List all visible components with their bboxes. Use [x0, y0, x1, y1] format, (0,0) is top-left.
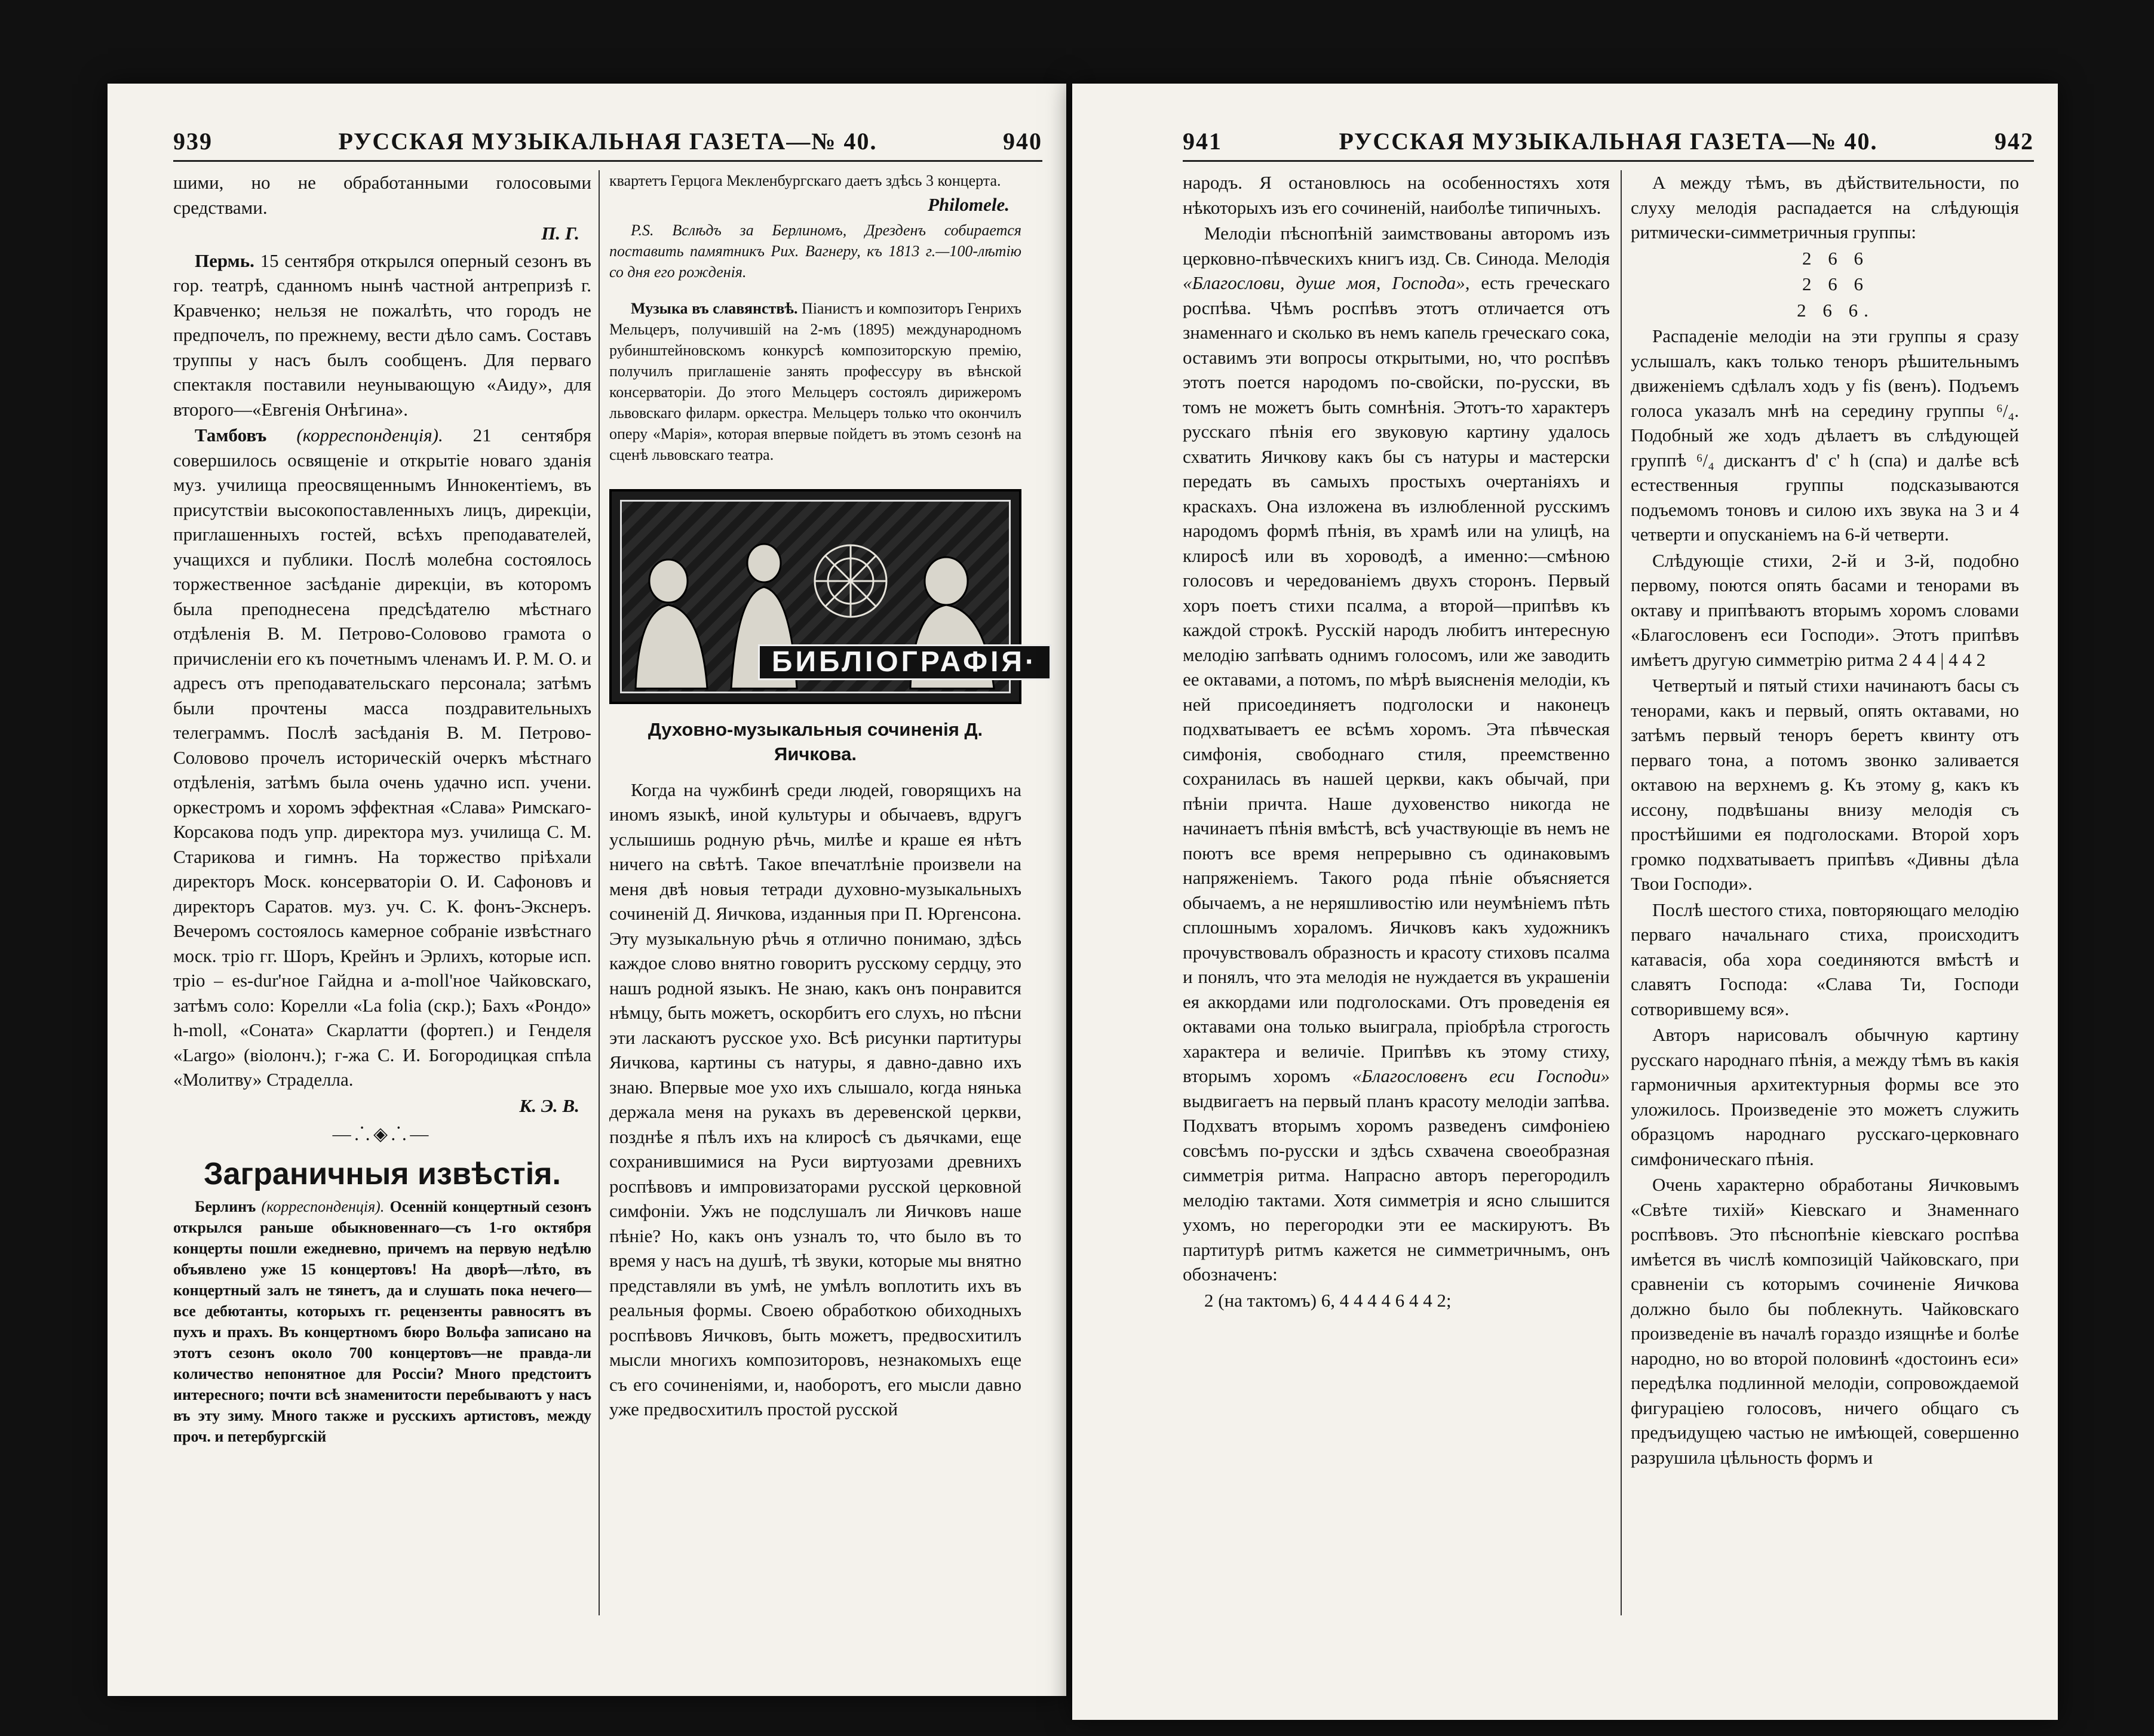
city-name: Пермь.	[195, 250, 254, 271]
left-page	[108, 84, 1066, 1696]
postscript: P.S. Вслѣдъ за Берлиномъ, Дрезденъ собирается поставить памятникъ Рих. Вагнеру, къ 1813 г.—100-лѣтію со дня его рожденія.	[609, 221, 1021, 281]
column-rule	[599, 170, 600, 1615]
article-paragraph: Авторъ нарисовалъ обычную картину русскаго народнаго пѣнія, а между тѣмъ въ какія гармоничныя архитектурныя формы все это уложилось. Произведеніе это можетъ служить образцомъ народнаго русскаго-церковнаго симфоническаго пѣнія.	[1631, 1024, 2019, 1169]
article-paragraph: А между тѣмъ, въ дѣйствительности, по слуху мелодія распадается на слѣдующія ритмически-симметричныя группы:	[1631, 172, 2019, 242]
newspaper-title: РУССКАЯ МУЗЫКАЛЬНАЯ ГАЗЕТА—№ 40.	[1339, 128, 1878, 155]
left-column-b	[609, 170, 1038, 1423]
signature: Philomele.	[928, 194, 1010, 215]
article-paragraph: народъ. Я остановлюсь на особенностяхъ хотя нѣкоторыхъ изъ его сочиненій, наиболѣе типичныхъ.	[1183, 172, 1610, 218]
article-paragraph	[1183, 221, 1610, 1287]
chant-title: «Благослови, душе моя, Господа»,	[1183, 272, 1470, 293]
report-note: (корреспонденція).	[261, 1198, 385, 1215]
text-paragraph: квартетъ Герцога Мекленбургскаго даетъ здѣсь 3 концерта.	[609, 172, 1001, 189]
banner-title: БИБЛІОГРАФІЯ·	[758, 644, 1051, 680]
page-number-940: 940	[1003, 128, 1042, 155]
city-name: Тамбовъ	[195, 425, 267, 445]
paragraph-text: Мелодіи пѣснопѣній заимствованы авторомъ изъ церковно-пѣвческихъ книгъ изд. Св. Синода. Мелодія	[1183, 223, 1610, 269]
column-rule	[1621, 170, 1622, 1615]
rhythm-group: 2 6 6.	[1797, 299, 1874, 321]
right-page-header	[1183, 118, 2034, 162]
page-number-942: 942	[1995, 128, 2034, 155]
section-heading: Заграничныя извѣстія.	[204, 1156, 561, 1191]
article-title: Духовно-музыкальныя сочиненія Д. Яичкова.	[648, 718, 983, 764]
article-paragraph: Слѣдующіе стихи, 2-й и 3-й, подобно первому, поются опять басами и тенорами въ октаву и припѣваютъ вторымъ хоромъ словами «Благословенъ еси Господи». Этотъ припѣвъ имѣетъ другую симметрію ритма 2 4 4 | 4 4 2	[1631, 549, 2019, 670]
signature: П. Г.	[541, 223, 579, 244]
paragraph-text: выдвигаетъ на первый планъ красоту мелодіи запѣва. Подхватъ вторымъ хоромъ разведенъ симфоніею совсѣмъ по-русски и здѣсь схвачена своеобразная симметрія ритма. Напрасно авторъ перегородилъ мелодію тактами. Хотя симметрія и ясно слышится ухомъ, но перегородки эти ее маскируютъ. Въ партитурѣ ритмъ кажется не симметричнымъ, онъ обозначенъ:	[1183, 1090, 1610, 1285]
tambov-report	[173, 423, 591, 1092]
signature: К. Э. В.	[519, 1095, 579, 1116]
slavic-music-report	[609, 298, 1021, 465]
ornament-divider: —⸫◈⸫—	[332, 1123, 432, 1144]
berlin-report	[173, 1196, 591, 1447]
article-paragraph: Когда на чужбинѣ среди людей, говорящихъ на иномъ языкѣ, иной культуры и обычаевъ, вдругъ услышишь родную рѣчь, милѣе и краше ея нѣтъ ничего на свѣтѣ. Такое впечатлѣніе произвели на меня двѣ новыя тетради духовно-музыкальныхъ сочиненій Д. Яичкова, изданныя при П. Юргенсона. Эту музыкальную рѣчь я отлично понимаю, здѣсь каждое слово внятно говоритъ русскому сердцу, это нашъ родной языкъ. Не знаю, какъ онъ понравится нѣмцу, быть можетъ, оскорбитъ его слухъ, но пѣсни эти ласкаютъ русское ухо. Всѣ рисунки партитуры Яичкова, картины съ натуры, я давно-давно ихъ знаю. Впервые мое ухо ихъ слышало, когда нянька держала меня на рукахъ въ деревенской церкви, позднѣе я пѣлъ ихъ на клиросѣ съ дьячками, еще сохранившимися на Руси виртуозами древнихъ роспѣвовъ и импровизаторами русской церковной симфоніи. Ужъ не подслушалъ ли Яичковъ наше пѣніе? Но, какъ онъ узналъ то, что было въ то время у насъ на душѣ, тѣ звуки, которые мы внятно представляли въ умѣ, не умѣлъ воплотить ихъ въ реальныя формы. Своею обработкою обиходныхъ роспѣвовъ Яичковъ, быть можетъ, предвосхитилъ мысли многихъ композиторовъ, незнакомыхъ еще съ его сочиненіями, и, наоборотъ, его мысли давно уже предвосхитилъ простой русской	[609, 779, 1021, 1419]
rhythm-group: 2 6 6	[1802, 247, 1869, 269]
article-paragraph: Послѣ шестого стиха, повторяющаго мелодію перваго начальнаго стиха, происходитъ катавасія, оба хора соединяются вмѣстѣ и славятъ Господа: «Слава Ти, Господи сотворившему вся».	[1631, 899, 2019, 1019]
report-text: Піанистъ и композиторъ Генрихъ Мельцеръ, получившій на 2-мъ (1895) международномъ рубинштейновскомъ конкурсѣ композиторскую премію, получилъ приглашеніе занять профессуру въ вѣнской консерваторіи. До этого Мельцеръ состоялъ дирижеромъ львовскаго филарм. оркестра. Мельцеръ только что окончилъ оперу «Марія», которая впервые пойдетъ въ этомъ сезонѣ на сценѣ львовскаго театра.	[609, 299, 1021, 463]
newspaper-title: РУССКАЯ МУЗЫКАЛЬНАЯ ГАЗЕТА—№ 40.	[338, 128, 877, 155]
page-number-939: 939	[173, 128, 213, 155]
report-note: (корреспонденція).	[296, 425, 443, 445]
rhythm-group: 2 6 6	[1802, 274, 1869, 294]
paragraph-text: есть греческаго роспѣва. Чѣмъ роспѣвъ этотъ отличается отъ знаменнаго и сколько въ немъ капель греческаго сока, оставимъ эти вопросы открытыми, но, что роспѣвъ этотъ поется народомъ по-свойски, по-русски, въ томъ не можетъ быть сомнѣнія. Этотъ-то характеръ русскаго пѣнія его звуковую картину удалось схватить Яичкову какъ бы съ натуры и мастерски передать въ самыхъ простыхъ очертаніяхъ и краскахъ. Она изложена въ излюбленной русскимъ народомъ формѣ пѣнія, въ храмѣ или на улицѣ, на клиросѣ или въ хороводѣ, а именно:—смѣною голосовъ и чередованіемъ двухъ сторонъ. Первый хоръ поетъ стихи псалма, а второй—припѣвъ къ каждой строкѣ. Русскій народъ любитъ интересную мелодію запѣвать однимъ голосомъ, или же заводить ее октавами, а потомъ, по мѣрѣ выясненія мелодіи, къ ней присоединяетъ подголоски и наконецъ подхватываетъ ее всѣмъ хоромъ. Эта пѣвческая симфонія, свободнаго стиля, преемственно сохранилась въ нашей церкви, какъ обычай, при пѣніи причта. Наше духовенство никогда не начинаетъ пѣнія вмѣстѣ, всѣ участвующіе въ немъ не поютъ все время непрерывно съ одинаковымъ напряженіемъ. Такого рода пѣніе объясняется обычаемъ, а не неряшливостію или неумѣніемъ пѣть сплошнымъ хораломъ. Яичковъ какъ художникъ прочувствовалъ образность и красоту стиховъ псалма и понялъ, что эта мелодія не нуждается въ украшеніи ея аккордами или подголосками. Отъ проведенія ея октавами она только выиграла, пріобрѣла строгость характера и величіе. Припѣвъ къ этому стиху, вторымъ хоромъ	[1183, 272, 1610, 1086]
report-text: Осенній концертный сезонъ открылся раньше обыкновеннаго—съ 1-го октября концерты пошли ежедневно, причемъ на первую недѣлю объявлено уже 15 концертовъ! На дворѣ—лѣто, въ концертный залъ не тянетъ, да и слушать пока нечего—все дебютанты, которыхъ гг. рецензенты равносятъ въ пухъ и прахъ. Въ концертномъ бюро Вольфа записано на этотъ сезонъ около 700 концертовъ—не правда-ли количество непонятное для Россіи? Много предстоитъ интересного; почти всѣ знаменитости перебываютъ у насъ въ эту зиму. Много также и русскихъ артистовъ, между проч. и петербургскій	[173, 1198, 591, 1445]
bibliography-banner	[609, 489, 1038, 704]
city-name: Берлинъ	[195, 1198, 256, 1215]
article-paragraph: Распаденіе мелодіи на эти группы я сразу услышалъ, какъ только теноръ рѣшительнымъ движеніемъ сдѣлалъ ходъ у fis (венъ). Подъемъ голоса указалъ мнѣ на середину группы ⁶/₄. Подобный же ходъ дѣлаетъ въ слѣдующей группѣ ⁶/₄ дискантъ d' c' h (спа) и далѣе всѣ естественныя группы подсказываются подъемомъ тоновъ и силою ихъ звука на 3 и 4 четверти и опусканіемъ на 6-й четверти.	[1631, 325, 2019, 545]
section-label: Музыка въ славянствѣ.	[631, 299, 798, 317]
page-number-941: 941	[1183, 128, 1222, 155]
report-text: 21 сентября совершилось освященіе и открытіе новаго зданія муз. училища преосвященнымъ Иннокентіемъ, въ присутствіи высокопоставленныхъ лицъ, дирекціи, приглашенныхъ гостей, всѣхъ преподавателей, учащихся и публики. Послѣ молебна состоялось торжественное засѣданіе дирекціи, въ которомъ была преподнесена предсѣдателю мѣстнаго отдѣленія В. М. Петрово-Соловово грамота о причисленіи его къ почетнымъ членамъ И. Р. М. О. и адресъ отъ преподавательскаго персонала; затѣмъ были прочтены масса поздравительныхъ телеграммъ. Послѣ засѣданія В. М. Петрово-Соловово прочелъ историческій очеркъ мѣстнаго отдѣленія, затѣмъ была очень удачно исп. учени. оркестромъ и хоромъ эффектная «Слава» Римскаго-Корсакова подъ упр. директора муз. училища С. М. Старикова и гимнъ. На торжество пріѣхали директоръ Моск. консерваторіи О. И. Сафоновъ и директоръ Саратов. муз. уч. С. К. фонъ-Экснеръ. Вечеромъ состоялось камерное собраніе извѣстнаго моск. тріо гг. Шоръ, Крейнъ и Эрлихъ, которые исп. тріо – es-dur'ное Гайдна и a-moll'ное Чайковскаго, затѣмъ соло: Корелли «La folia (скр.); Бахъ «Рондо» h-moll, «Соната» Скарлатти (фортеп.) и Генделя «Largo» (віолонч.); г-жа С. И. Богородицкая спѣла «Молитву» Страделла.	[173, 425, 592, 1090]
left-column-a	[173, 170, 591, 1448]
right-column-a	[1183, 170, 1610, 1314]
right-page	[1072, 84, 2058, 1720]
chant-title: «Благословенъ еси Господи»	[1352, 1065, 1610, 1086]
article-paragraph: Очень характерно обработаны Яичковымъ «Свѣте тихій» Кіевскаго и Знаменнаго роспѣвовъ. Это пѣснопѣніе кіевскаго роспѣва имѣется въ числѣ композицій Чайковскаго, при сравненіи съ которымъ сочиненіе Яичкова должно было бы поблекнуть. Чайковскаго произведеніе въ началѣ гораздо изящнѣе и болѣе народно, но во второй половинѣ «достоинъ еси» передѣлка подлинной мелодіи, сопровождаемой фигураціею голосовъ, ничего общаго съ предъидущею частью не имѣющей, совершенно разрушила цѣльность формъ и	[1631, 1174, 2019, 1468]
right-column-b	[1631, 170, 2019, 1471]
report-text: 15 сентября открылся оперный сезонъ въ гор. театрѣ, сданномъ нынѣ частной антрепризѣ г. Кравченко; нельзя не пожалѣть, что городъ не предпочелъ, по прежнему, вести дѣло самъ. Составъ труппы у насъ былъ сообщенъ. Для перваго спектакля поставили неунывающую «Аиду», для второго—«Евгенія Онѣгина».	[173, 250, 591, 420]
rhythm-formula: 2 (на тактомъ) 6, 4 4 4 4 6 4 4 2;	[1204, 1289, 1452, 1311]
left-page-header	[173, 118, 1042, 162]
article-paragraph: Четвертый и пятый стихи начинаютъ басы съ тенорами, какъ и первый, опять октавами, но затѣмъ первый теноръ беретъ квинту отъ перваго тона, а потомъ звонко заливается октавою на верхнемъ g. Къ этому g, какъ къ иссону, подвѣшаны внизу мелодія съ простѣйшими ея подголосками. Второй хоръ громко подхватываетъ припѣвъ «Дивны дѣла Твои Господи».	[1631, 675, 2019, 894]
text-paragraph: шими, но не обработанными голосовыми средствами.	[173, 172, 591, 218]
perm-report	[173, 248, 591, 422]
